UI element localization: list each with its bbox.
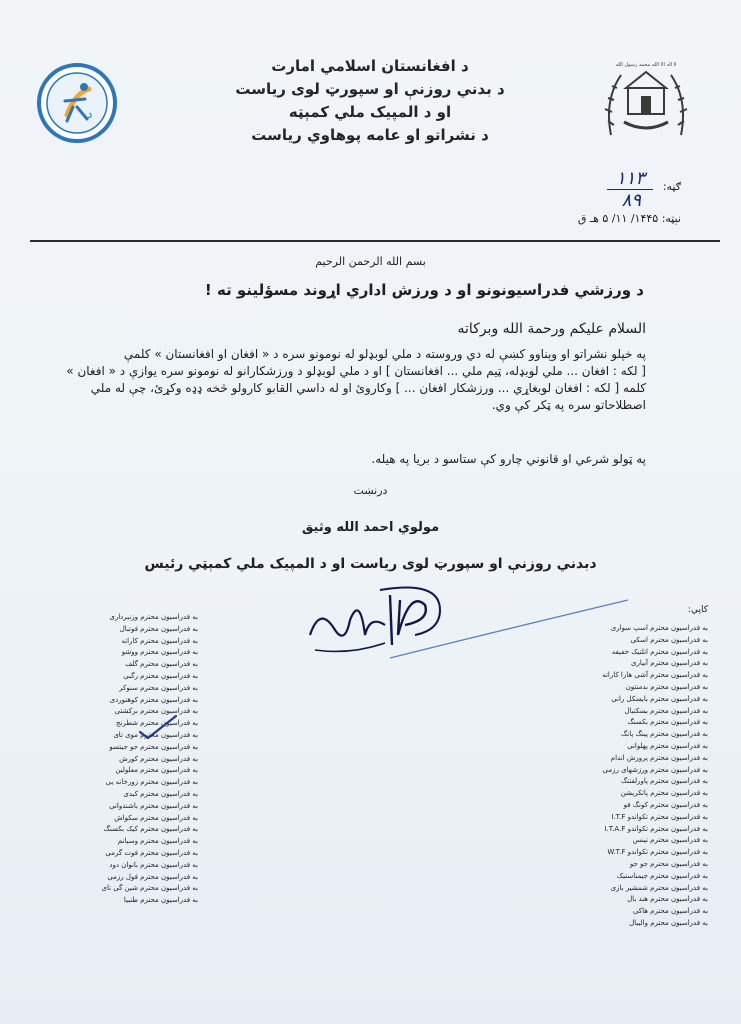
recipients-left (33, 612, 198, 907)
letterhead (190, 55, 550, 147)
list-item: به فدراسیون محترم جو جیتسو (109, 742, 198, 751)
list-item: به فدراسیون محترم تکواندو I.T.A.F (604, 824, 708, 833)
logo-lettering: د (87, 107, 93, 121)
list-item: به فدراسیون محترم اتلتیک خفیفه (611, 647, 708, 656)
list-item: به فدراسیون محترم ورزشهای رزمی (602, 765, 708, 774)
olympic-committee-logo (37, 63, 117, 143)
list-item: به فدراسیون محترم تینس (632, 836, 708, 845)
list-item: به فدراسیون محترم پرورش اندام (610, 753, 708, 762)
list-item: به فدراسیون محترم بایسکل رانی (611, 694, 708, 703)
list-item: به فدراسیون محترم کاراته (121, 636, 198, 645)
list-item: به فدراسیون محترم پهلوانی (627, 741, 708, 750)
signer-name: مولوي احمد الله وثيق (301, 520, 440, 535)
letter-body (36, 346, 646, 414)
list-item: به فدراسیون محترم بسکتبال (624, 706, 708, 715)
list-item: به فدراسیون محترم فوت گرمی (105, 848, 198, 857)
letterhead-line-4: د نشراتو او عامه پوهاوي رياست (251, 126, 489, 144)
date-line (578, 212, 681, 225)
list-item: به فدراسیون محترم کیک بکسنگ (103, 825, 198, 834)
regards: درنښت (353, 484, 388, 497)
list-item: به فدراسیون محترم تکواندو W.T.F (607, 848, 708, 857)
list-item: به فدراسیون محترم شین گی تای (101, 884, 198, 893)
closing-line: په ټولو شرعي او قانوني چارو کې ستاسو د بريا په هيله. (371, 452, 646, 466)
list-item: به فدراسیون محترم کوهنوردی (109, 695, 198, 704)
signer-title: دبدني روزنې او سپورټ لوی رياست او د المپیک ملي کمېټي رئیس (144, 556, 597, 572)
checkmark-icon (138, 712, 178, 742)
list-item: به فدراسیون محترم پاورلفتنگ (620, 777, 708, 786)
letterhead-line-3: او د المپیک ملي کمېټه (288, 103, 452, 121)
list-item: به فدراسیون محترم جیمناستیک (616, 871, 708, 880)
list-item: به فدراسیون محترم سکواش (114, 813, 198, 822)
list-item: به فدراسیون محترم باشندوانی (109, 801, 198, 810)
copy-label: کاپي: (687, 605, 708, 615)
list-item: به فدراسیون محترم رگبی (123, 671, 198, 680)
emirate-emblem (596, 50, 696, 140)
list-item: به فدراسیون محترم فول رزمی (107, 872, 198, 881)
reference-block (531, 168, 681, 228)
list-item: به فدراسیون محترم پاتکریشن (620, 789, 708, 798)
list-item: به فدراسیون محترم پینگ پانگ (621, 730, 708, 739)
list-item: به فدراسیون محترم موی تای (113, 730, 198, 739)
list-item: به فدراسیون محترم اسپ سواری (610, 624, 708, 632)
list-item: به فدراسیون محترم گلف (125, 660, 198, 669)
letter-subject: د ورزشي فدراسيونونو او د ورزش اداري اړوند مسؤلينو ته ! (204, 281, 644, 299)
header-divider (30, 240, 720, 242)
list-item: به فدراسیون محترم وسیانم (117, 837, 198, 846)
list-item: به فدراسیون محترم بانوان دود (109, 860, 198, 869)
list-item: به فدراسیون محترم والیبال (629, 918, 708, 927)
list-item: به فدراسیون محترم هاکی (632, 907, 708, 916)
number-top: ۱۱۳ (615, 168, 645, 189)
letterhead-line-1: د افغانستان اسلامي امارت (271, 57, 469, 75)
list-item: به فدراسیون محترم معلولین (115, 766, 198, 775)
letterhead-line-2: د بدني روزنې او سپورټ لوی رياست (235, 80, 505, 98)
list-item: به فدراسیون محترم زورخانه یی (105, 778, 198, 787)
greeting: السلام علیکم ورحمة الله وبرکاته (457, 321, 646, 337)
list-item: به فدراسیون محترم بدمنتون (625, 682, 708, 691)
bismillah: بسم الله الرحمن الرحیم (315, 255, 426, 268)
body-line: [ لکه : افغان ... ملي لوبډله، ټيم ملي ... افغانستان ] او د ملي لوبډلو د ورزشکارانو له نومونو سره يوازې د « افغان » (66, 364, 646, 378)
list-item: به فدراسیون محترم سنوکر (119, 683, 198, 692)
date-value: ۱۴۴۵/ ۱۱/ ۵ هـ ق (577, 212, 659, 225)
list-item: به فدراسیون محترم تکواندو I.T.F (611, 812, 708, 821)
list-item: به فدراسیون محترم وزنبرداری (109, 613, 198, 621)
list-item: به فدراسیون محترم شمشیر بازی (610, 883, 708, 892)
list-item: به فدراسیون محترم آبیاری (630, 659, 708, 668)
list-item: به فدراسیون محترم کورش (119, 754, 198, 763)
number-bottom: ۸۹ (621, 190, 641, 211)
list-item: به فدراسیون محترم جو جو (629, 859, 708, 868)
date-label: نېټه: (661, 212, 681, 225)
recipients-right (538, 623, 708, 930)
list-item: به فدراسیون محترم ووشو (121, 648, 198, 657)
list-item: به فدراسیون محترم کبدی (123, 789, 198, 798)
list-item: به فدراسیون محترم آشی هارا کاراته (602, 671, 708, 680)
list-item: به فدراسیون محترم هند بال (627, 895, 708, 904)
emblem-shahada: لا اله الا الله محمد رسول الله (615, 62, 677, 68)
list-item: به فدراسیون محترم کونگ فو (623, 800, 708, 809)
list-item: به فدراسیون محترم شطرنج (116, 719, 198, 728)
body-line: په خپلو نشراتو او وېناوو کښې له دي وروسته د ملي لوبډلو له نومونو سره د « افغان او افغانستان » کلمې (123, 347, 646, 361)
list-item: به فدراسیون محترم فوتبال (119, 624, 198, 633)
list-item: به فدراسیون محترم بکسنگ (627, 718, 708, 727)
list-item: به فدراسیون محترم برکشتی (114, 707, 198, 716)
number-label: ګڼه: (662, 180, 681, 193)
list-item: به فدراسیون محترم طنبيا (123, 896, 198, 905)
body-line: کلمه [ لکه : افغان لوبغاړي ... ورزشکار افغان ... ] وکاروئ او له داسي القابو کارولو څخه ډډه وکړئ، چې له ملي (90, 381, 646, 395)
body-line: اصطلاحاتو سره په ټکر کې وي. (491, 398, 646, 412)
list-item: به فدراسیون محترم اسکی (630, 635, 708, 644)
